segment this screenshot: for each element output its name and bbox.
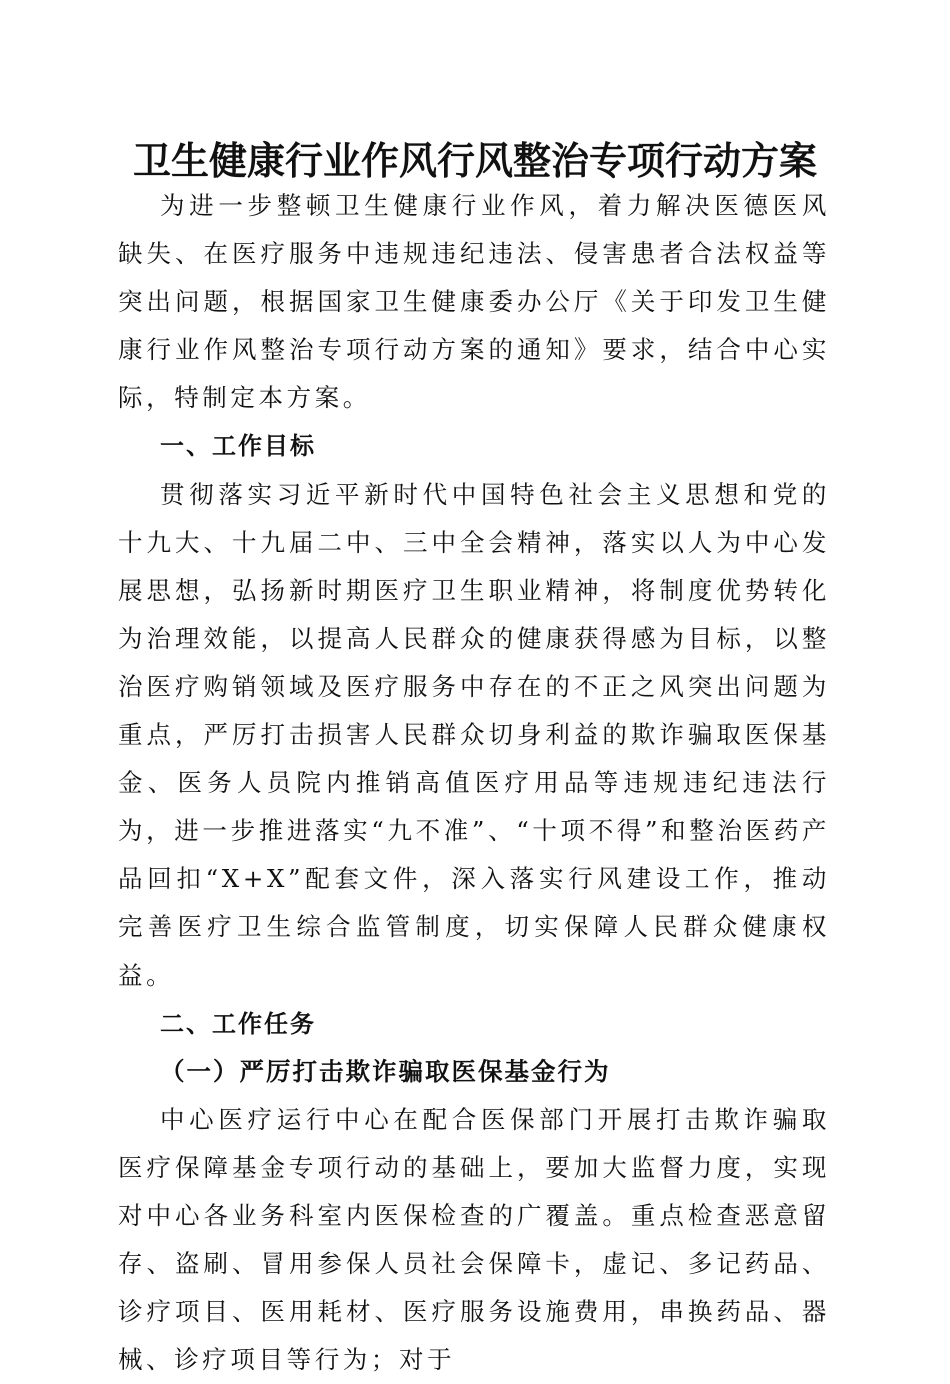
document-body — [118, 182, 830, 1384]
document-title: 卫生健康行业作风行风整治专项行动方案 — [132, 138, 817, 183]
intro-paragraph: 为进一步整顿卫生健康行业作风，着力解决医德医风缺失、在医疗服务中违规违纪违法、侵害患者合法权益等突出问题，根据国家卫生健康委办公厅《关于印发卫生健康行业作风整治专项行动方案的通知》要求，结合中心实际，特制定本方案。 — [118, 191, 830, 413]
subsection-heading-insurance-fraud: （一）严厉打击欺诈骗取医保基金行为 — [160, 1056, 611, 1086]
goals-paragraph: 贯彻落实习近平新时代中国特色社会主义思想和党的十九大、十九届二中、三中全会精神，落实以人为中心发展思想，弘扬新时期医疗卫生职业精神，将制度优势转化为治理效能，以提高人民群众的健康获得感为目标，以整治医疗购销领域及医疗服务中存在的不正之风突出问题为重点，严厉打击损害人民群众切身利益的欺诈骗取医保基金、医务人员院内推销高值医疗用品等违规违纪违法行为，进一步推进落实“九不准”、“十项不得”和整治医药产品回扣“X+X”配套文件，深入落实行风建设工作，推动完善医疗卫生综合监管制度，切实保障人民群众健康权益。 — [118, 479, 830, 990]
insurance-fraud-paragraph: 中心医疗运行中心在配合医保部门开展打击欺诈骗取医疗保障基金专项行动的基础上，要加大监督力度，实现对中心各业务科室内医保检查的广覆盖。重点检查恶意留存、盗刷、冒用参保人员社会保障卡，虚记、多记药品、诊疗项目、医用耗材、医疗服务设施费用，串换药品、器械、诊疗项目等行为；对于 — [118, 1104, 830, 1375]
section-heading-goals: 一、工作目标 — [160, 432, 316, 461]
section-heading-tasks: 二、工作任务 — [160, 1009, 316, 1038]
